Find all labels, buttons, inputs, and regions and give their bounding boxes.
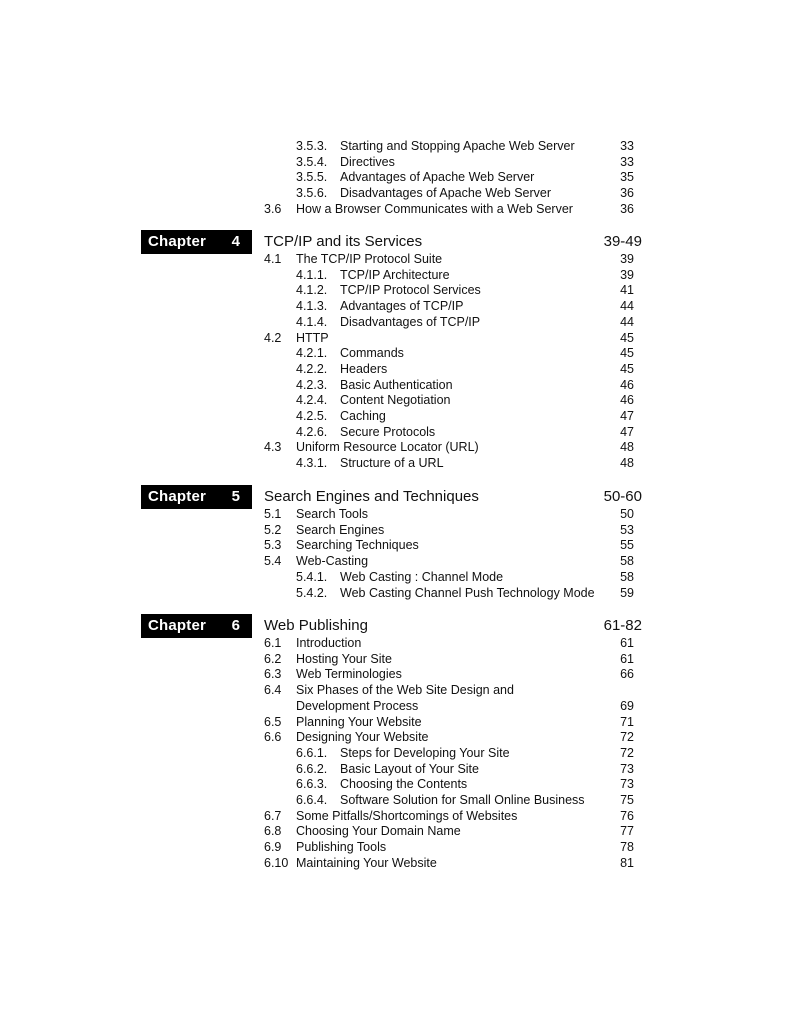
entry-number: 6.1 <box>264 636 282 650</box>
toc-entry <box>264 666 634 682</box>
entry-page: 72 <box>620 730 634 745</box>
entry-page: 46 <box>620 377 634 392</box>
toc-entry <box>264 377 634 393</box>
chapter-title: TCP/IP and its Services <box>264 233 423 250</box>
entry-title: Search Engines <box>296 522 385 537</box>
entry-page: 77 <box>620 824 634 839</box>
entry-number: 4.2 <box>264 330 282 345</box>
entry-title: Software Solution for Small Online Business <box>340 793 585 807</box>
entry-title: HTTP <box>296 330 329 345</box>
entry-page: 58 <box>620 554 634 569</box>
entry-title: Development Process <box>296 698 419 713</box>
entry-page: 36 <box>620 201 634 216</box>
entry-title: Steps for Developing Your Site <box>340 745 510 760</box>
entry-page: 48 <box>620 456 634 471</box>
entry-page: 44 <box>620 314 634 329</box>
entry-title: Caching <box>340 409 386 423</box>
chapter-number: 5 <box>231 488 240 505</box>
entry-page: 69 <box>620 698 634 713</box>
chapter-word: Chapter <box>148 233 207 250</box>
entry-number: 3.5.6. <box>296 186 328 201</box>
entry-number: 3.6 <box>264 201 282 216</box>
entry-page: 71 <box>620 714 634 729</box>
toc-entry <box>264 635 634 651</box>
entry-number: 5.2 <box>264 522 282 537</box>
entry-page: 39 <box>620 267 634 282</box>
entry-title: Starting and Stopping Apache Web Server <box>340 139 575 153</box>
entry-title: TCP/IP Protocol Services <box>340 283 481 298</box>
entry-page: 72 <box>620 745 634 760</box>
entry-title: Directives <box>340 154 395 169</box>
entry-title: Designing Your Website <box>296 730 429 745</box>
entry-number: 4.2.3. <box>296 377 328 392</box>
entry-page: 36 <box>620 186 634 201</box>
entry-page: 45 <box>620 330 634 345</box>
entry-number: 6.5 <box>264 714 282 729</box>
entry-page: 44 <box>620 299 634 314</box>
chapter-title: Search Engines and Techniques <box>264 488 479 505</box>
chapter-label <box>141 614 252 638</box>
toc-entry <box>264 169 634 185</box>
entry-title: Basic Layout of Your Site <box>340 761 479 776</box>
toc-entry <box>264 522 634 538</box>
entry-title: Advantages of TCP/IP <box>340 299 464 314</box>
entry-number: 4.2.1. <box>296 346 328 361</box>
entry-title: Advantages of Apache Web Server <box>340 170 535 185</box>
toc-entry <box>264 585 634 601</box>
entry-page: 45 <box>620 346 634 361</box>
chapter-heading <box>264 487 642 507</box>
toc-entry <box>264 298 634 314</box>
entry-number: 5.4.2. <box>296 585 328 600</box>
entry-title: Maintaining Your Website <box>296 855 437 870</box>
toc-entry <box>264 455 634 471</box>
entry-number: 3.5.4. <box>296 154 328 169</box>
toc-entry <box>264 537 634 553</box>
entry-number: 6.7 <box>264 808 282 823</box>
toc-entry <box>264 855 634 871</box>
entry-title: Web-Casting <box>296 554 369 569</box>
toc-entry <box>264 408 634 424</box>
entry-number: 5.1 <box>264 507 282 521</box>
entry-page: 33 <box>620 154 634 169</box>
entry-number: 4.1.3. <box>296 299 328 314</box>
entry-title: Disadvantages of Apache Web Server <box>340 186 552 201</box>
entry-number: 4.2.5. <box>296 409 328 423</box>
entry-number: 3.5.3. <box>296 139 328 153</box>
entry-page: 39 <box>620 252 634 266</box>
entry-page: 73 <box>620 761 634 776</box>
entry-title: Uniform Resource Locator (URL) <box>296 440 479 455</box>
entry-title: Commands <box>340 346 404 361</box>
entry-title: Structure of a URL <box>340 456 444 471</box>
entry-title: Choosing Your Domain Name <box>296 824 461 839</box>
chapter-number: 4 <box>231 233 240 250</box>
chapter-label <box>141 230 252 254</box>
toc-entry <box>264 439 634 455</box>
toc-entry <box>264 745 634 761</box>
entry-title: Planning Your Website <box>296 714 422 729</box>
chapter-label <box>141 485 252 509</box>
chapter-word: Chapter <box>148 488 207 505</box>
entry-page: 35 <box>620 170 634 185</box>
entry-title: Introduction <box>296 636 362 650</box>
entry-number: 6.2 <box>264 651 282 666</box>
entry-page: 61 <box>620 651 634 666</box>
entry-number: 6.6.2. <box>296 761 328 776</box>
entry-number: 6.8 <box>264 824 282 839</box>
entry-title: Headers <box>340 361 388 376</box>
entry-title: Choosing the Contents <box>340 777 468 792</box>
entry-page: 66 <box>620 667 634 682</box>
entry-page: 53 <box>620 522 634 537</box>
toc-entry <box>264 553 634 569</box>
toc-entry <box>264 345 634 361</box>
entry-page: 58 <box>620 569 634 584</box>
entry-page: 45 <box>620 361 634 376</box>
entry-title: TCP/IP Architecture <box>340 267 450 282</box>
entry-title: Searching Techniques <box>296 538 419 553</box>
entry-page: 55 <box>620 538 634 553</box>
toc-entry <box>264 314 634 330</box>
toc-entry <box>264 267 634 283</box>
entry-number: 6.6.4. <box>296 793 328 807</box>
entry-number: 6.9 <box>264 840 282 855</box>
toc-entry <box>264 808 634 824</box>
toc-entry <box>264 185 634 201</box>
chapter-page-range: 39-49 <box>603 233 642 250</box>
toc-entry <box>264 506 634 522</box>
entry-page: 78 <box>620 840 634 855</box>
entry-number: 4.1.2. <box>296 283 328 298</box>
entry-number: 5.4.1. <box>296 569 328 584</box>
entry-page: 76 <box>620 808 634 823</box>
entry-number: 4.2.4. <box>296 393 328 408</box>
entry-title: Web Casting Channel Push Technology Mode <box>340 585 595 600</box>
entry-title: Some Pitfalls/Shortcomings of Websites <box>296 808 518 823</box>
entry-page: 81 <box>620 855 634 870</box>
entry-page: 47 <box>620 424 634 439</box>
entry-title: Disadvantages of TCP/IP <box>340 314 481 329</box>
toc-entry <box>264 839 634 855</box>
entry-page: 59 <box>620 585 634 600</box>
entry-title: Publishing Tools <box>296 840 387 855</box>
toc-entry <box>264 424 634 440</box>
toc-entry <box>264 138 634 154</box>
toc-entry <box>264 251 634 267</box>
toc-entry <box>264 729 634 745</box>
entry-page: 47 <box>620 409 634 423</box>
chapter-heading <box>264 232 642 252</box>
toc-entry <box>264 651 634 667</box>
entry-page: 61 <box>620 636 634 650</box>
toc-entry <box>264 776 634 792</box>
entry-page: 46 <box>620 393 634 408</box>
entry-number: 5.4 <box>264 554 282 569</box>
chapter-page-range: 50-60 <box>603 488 642 505</box>
toc-entry <box>264 761 634 777</box>
entry-title: Web Terminologies <box>296 667 402 682</box>
entry-page: 33 <box>620 139 634 153</box>
entry-title: Search Tools <box>296 507 369 521</box>
chapter-number: 6 <box>231 617 240 634</box>
entry-number: 6.3 <box>264 667 282 682</box>
entry-page: 48 <box>620 440 634 455</box>
entry-title: How a Browser Communicates with a Web Server <box>296 201 573 216</box>
toc-entry <box>264 823 634 839</box>
toc-entry <box>264 201 634 217</box>
entry-page: 50 <box>620 507 634 521</box>
entry-number: 4.1.4. <box>296 314 328 329</box>
entry-title: Secure Protocols <box>340 424 436 439</box>
entry-page: 73 <box>620 777 634 792</box>
chapter-heading <box>264 616 642 636</box>
toc-entry <box>264 682 634 698</box>
chapter-title: Web Publishing <box>264 617 368 634</box>
toc-entry <box>264 282 634 298</box>
toc-entry <box>264 154 634 170</box>
entry-number: 4.2.2. <box>296 361 328 376</box>
entry-title: Basic Authentication <box>340 377 453 392</box>
entry-page: 41 <box>620 283 634 298</box>
entry-title: Content Negotiation <box>340 393 451 408</box>
toc-entry <box>264 392 634 408</box>
chapter-page-range: 61-82 <box>603 617 642 634</box>
entry-title: Web Casting : Channel Mode <box>340 569 504 584</box>
toc-entry <box>264 361 634 377</box>
chapter-word: Chapter <box>148 617 207 634</box>
entry-number: 4.2.6. <box>296 424 328 439</box>
entry-page: 75 <box>620 793 634 807</box>
toc-entry <box>264 569 634 585</box>
toc-entry <box>264 792 634 808</box>
toc-entry <box>264 330 634 346</box>
toc-entry <box>264 714 634 730</box>
entry-number: 6.10 <box>264 855 289 870</box>
entry-number: 6.6.1. <box>296 745 328 760</box>
entry-number: 4.1 <box>264 252 282 266</box>
entry-number: 6.6 <box>264 730 282 745</box>
entry-number: 6.6.3. <box>296 777 328 792</box>
entry-title: Hosting Your Site <box>296 651 392 666</box>
entry-number: 3.5.5. <box>296 170 328 185</box>
entry-number: 4.3.1. <box>296 456 328 471</box>
entry-number: 5.3 <box>264 538 282 553</box>
entry-number: 6.4 <box>264 683 282 698</box>
entry-number: 4.1.1. <box>296 267 328 282</box>
entry-number: 4.3 <box>264 440 282 455</box>
entry-title: Six Phases of the Web Site Design and <box>296 683 514 698</box>
toc-entry <box>264 698 634 714</box>
entry-title: The TCP/IP Protocol Suite <box>296 252 443 266</box>
